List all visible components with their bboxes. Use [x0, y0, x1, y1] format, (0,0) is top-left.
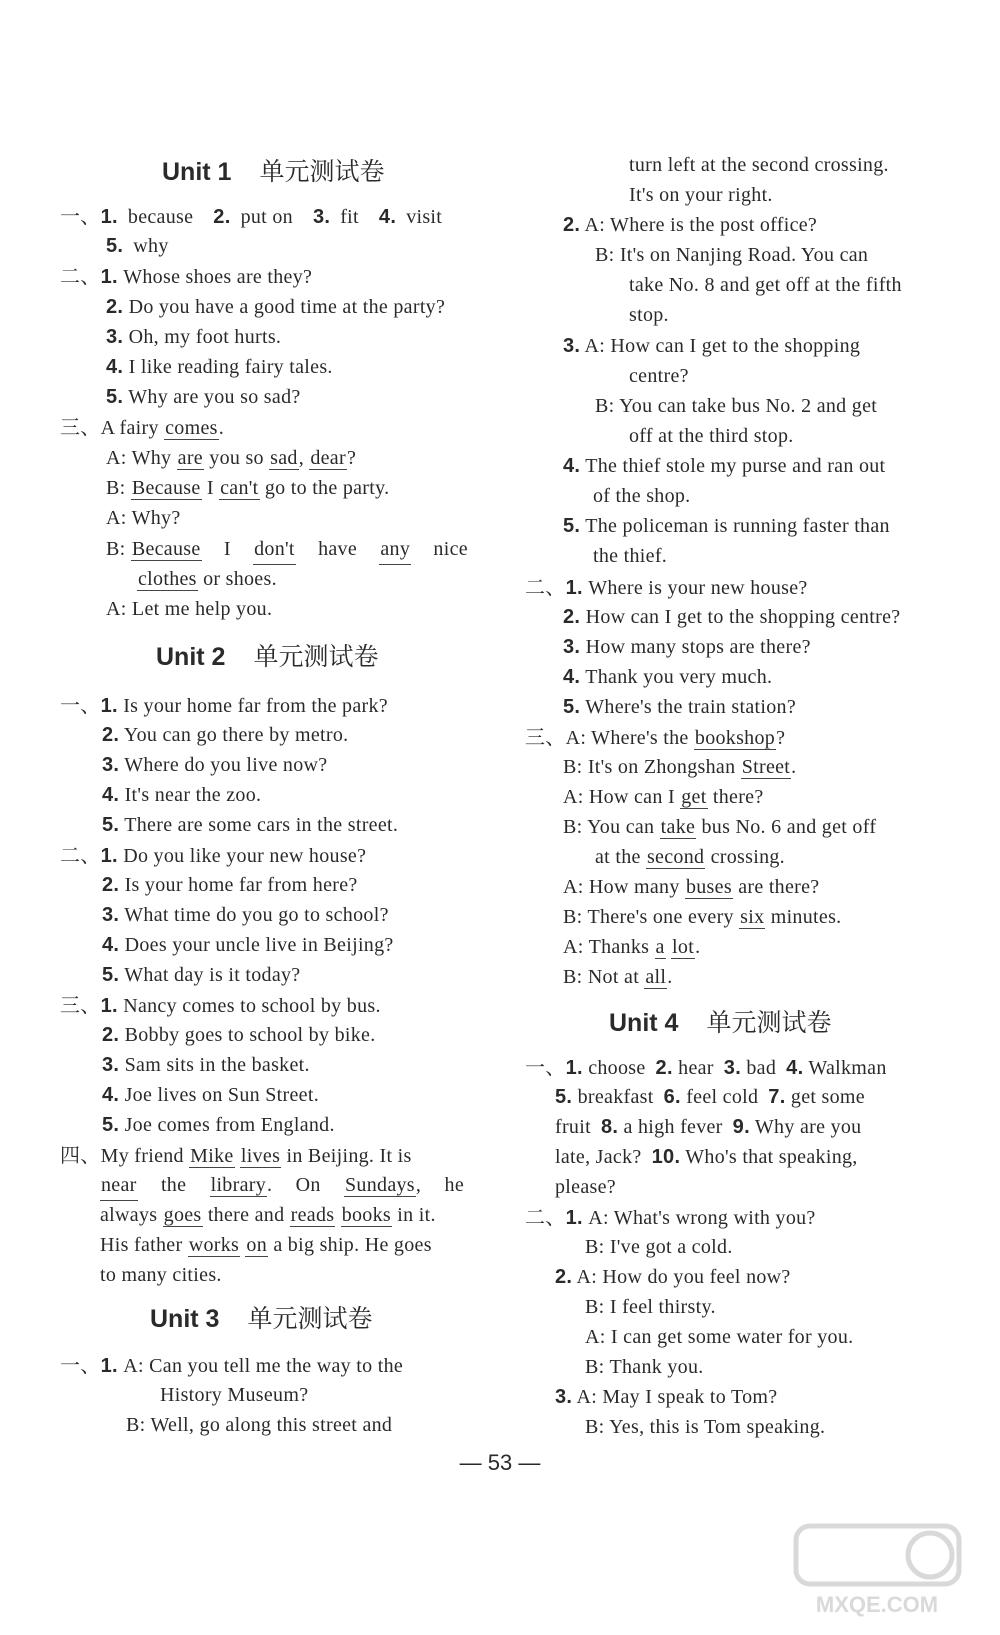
unit3-s2-item5: 5. Where's the train station? [563, 696, 797, 718]
unit2-s4-line4: His father works on a big ship. He goes [100, 1234, 432, 1256]
unit4-s1-row5: please? [555, 1176, 616, 1198]
unit3-s2-item3: 3. How many stops are there? [563, 636, 811, 658]
unit2-s2-item5: 5. What day is it today? [102, 964, 301, 986]
unit3-s3-d7: A: Thanks a lot. [563, 936, 701, 958]
unit4-s2-d2b: B: I feel thirsty. [585, 1296, 716, 1318]
unit2-s2-item3: 3. What time do you go to school? [102, 904, 389, 926]
unit4-s1-row3: fruit 8. a high fever 9. Why are you [555, 1116, 862, 1138]
unit2-heading: Unit 2 单元测试卷 [156, 642, 379, 671]
unit2-s3-item4: 4. Joe lives on Sun Street. [102, 1084, 320, 1106]
unit3-s3-d3: A: How can I get there? [563, 786, 764, 808]
unit3-s3-d5: A: How many buses are there? [563, 876, 820, 898]
unit2-s1-item5: 5. There are some cars in the street. [102, 814, 399, 836]
unit1-s2-item5: 5. Why are you so sad? [106, 386, 301, 408]
unit3-s1-q4b: of the shop. [593, 485, 691, 507]
unit3-s1-q1b2: turn left at the second crossing. [629, 154, 889, 176]
unit3-s1-q3a2: centre? [629, 365, 689, 387]
unit3-s1-q3b: B: You can take bus No. 2 and get [595, 395, 878, 417]
unit3-s3-d8: B: Not at all. [563, 966, 673, 988]
unit3-s1-q2a: 2. A: Where is the post office? [563, 214, 818, 236]
unit1-s2-item1: 二、1. Whose shoes are they? [60, 264, 313, 288]
unit1-s2-item4: 4. I like reading fairy tales. [106, 356, 333, 378]
unit3-s1-q2b3: stop. [629, 304, 669, 326]
unit4-s2-d3b: B: Yes, this is Tom speaking. [585, 1416, 826, 1438]
unit4-s2-d1b: B: I've got a cold. [585, 1236, 733, 1258]
unit3-s1-q1b3: It's on your right. [629, 184, 773, 206]
unit3-s2-item4: 4. Thank you very much. [563, 666, 773, 688]
unit4-s1-row1: 一、1. choose 2. hear 3. bad 4. Walkman [525, 1055, 887, 1079]
unit3-s1-q4: 4. The thief stole my purse and ran out [563, 455, 886, 477]
unit2-s2-item4: 4. Does your uncle live in Beijing? [102, 934, 394, 956]
unit3-s1-q1b: B: Well, go along this street and [126, 1414, 393, 1436]
unit1-s1-row1: 一、1. because 2. put on 3. fit 4. visit [60, 204, 443, 228]
unit3-s1-q5b: the thief. [593, 545, 668, 567]
unit4-s2-d2d: B: Thank you. [585, 1356, 704, 1378]
unit4-s1-row4: late, Jack? 10. Who's that speaking, [555, 1146, 858, 1168]
unit4-heading: Unit 4 单元测试卷 [609, 1008, 832, 1037]
unit4-s2-d2a: 2. A: How do you feel now? [555, 1266, 791, 1288]
unit3-s1-q2b: B: It's on Nanjing Road. You can [595, 244, 869, 266]
watermark-logo-icon [790, 1520, 965, 1620]
unit2-s3-item1: 三、1. Nancy comes to school by bus. [60, 993, 381, 1017]
unit1-heading: Unit 1 单元测试卷 [162, 157, 385, 186]
unit1-dialogue-3: A: Why? [106, 507, 181, 529]
unit1-s2-item3: 3. Oh, my foot hurts. [106, 326, 282, 348]
unit1-s3-title: 三、A fairy comes. [60, 415, 225, 439]
unit1-dialogue-1: A: Why are you so sad, dear? [106, 447, 357, 469]
unit1-s1-row2: 5. why [106, 235, 169, 257]
unit2-s4-line3: always goes there and reads books in it. [100, 1204, 436, 1226]
unit3-s3-d2: B: It's on Zhongshan Street. [563, 756, 797, 778]
unit2-s3-item3: 3. Sam sits in the basket. [102, 1054, 310, 1076]
unit1-dialogue-5: A: Let me help you. [106, 598, 273, 620]
unit2-s3-item2: 2. Bobby goes to school by bike. [102, 1024, 376, 1046]
unit1-s2-item2: 2. Do you have a good time at the party? [106, 296, 446, 318]
unit2-s3-item5: 5. Joe comes from England. [102, 1114, 335, 1136]
unit2-s4-line1: 四、My friend Mike lives in Beijing. It is [60, 1143, 412, 1167]
unit3-s3-d1: 三、A: Where's the bookshop? [525, 725, 786, 749]
unit2-s1-item2: 2. You can go there by metro. [102, 724, 349, 746]
unit3-s1-q1a2: History Museum? [160, 1384, 309, 1406]
unit2-s1-item3: 3. Where do you live now? [102, 754, 328, 776]
unit3-s1-q2b2: take No. 8 and get off at the fifth [629, 274, 902, 296]
unit3-s3-d4b: at the second crossing. [595, 846, 785, 868]
unit1-dialogue-4: B: Because I don't have any nice [106, 534, 468, 565]
unit3-s3-d4: B: You can take bus No. 6 and get off [563, 816, 877, 838]
unit3-s1-q3a: 3. A: How can I get to the shopping [563, 335, 861, 357]
unit2-s1-item1: 一、1. Is your home far from the park? [60, 693, 388, 717]
unit3-s3-d6: B: There's one every six minutes. [563, 906, 842, 928]
page-number: — 53 — [459, 1450, 541, 1475]
unit3-s1-q3b2: off at the third stop. [629, 425, 794, 447]
unit2-s4-line5: to many cities. [100, 1264, 222, 1286]
unit1-dialogue-4b: clothes or shoes. [138, 568, 277, 590]
unit3-s1-q1a: 一、1. A: Can you tell me the way to the [60, 1353, 404, 1377]
unit1-dialogue-2: B: Because I can't go to the party. [106, 477, 390, 499]
unit4-s2-d2c: A: I can get some water for you. [585, 1326, 854, 1348]
unit3-s2-item1: 二、1. Where is your new house? [525, 575, 808, 599]
unit2-s2-item1: 二、1. Do you like your new house? [60, 843, 367, 867]
unit4-s1-row2: 5. breakfast 6. feel cold 7. get some [555, 1086, 865, 1108]
unit3-s1-q5: 5. The policeman is running faster than [563, 515, 890, 537]
unit2-s4-line2: near the library. On Sundays, he [100, 1170, 464, 1201]
unit2-s2-item2: 2. Is your home far from here? [102, 874, 358, 896]
watermark-text: MXQE.COM [815, 1592, 939, 1617]
unit3-heading: Unit 3 单元测试卷 [150, 1304, 373, 1333]
unit4-s2-d1a: 二、1. A: What's wrong with you? [525, 1205, 816, 1229]
unit2-s1-item4: 4. It's near the zoo. [102, 784, 262, 806]
unit3-s2-item2: 2. How can I get to the shopping centre? [563, 606, 901, 628]
unit4-s2-d3a: 3. A: May I speak to Tom? [555, 1386, 778, 1408]
